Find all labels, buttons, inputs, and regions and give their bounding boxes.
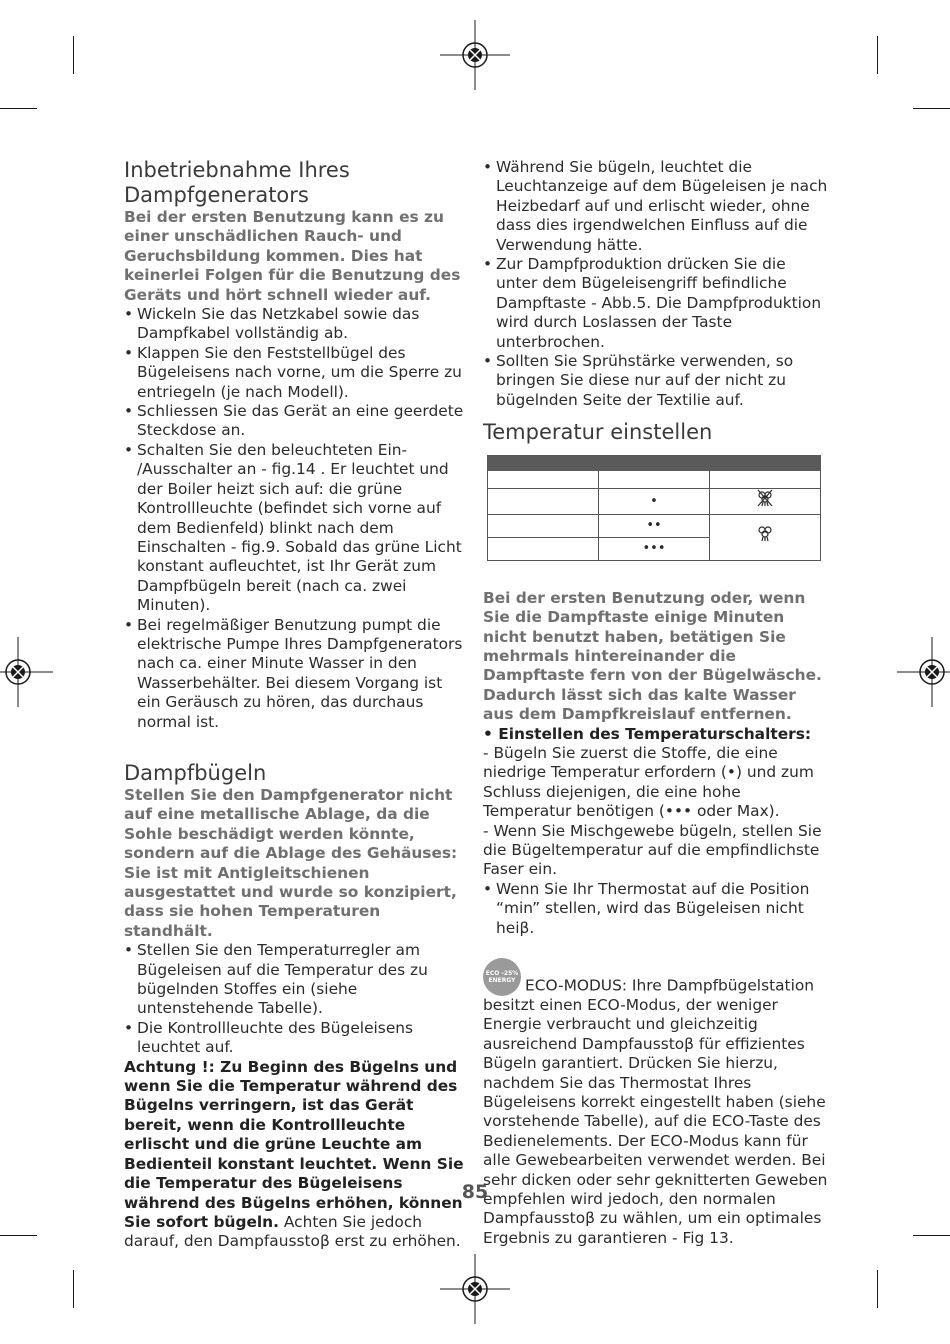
section-title-startup: Inbetriebnahme Ihres Dampfgenerators bbox=[124, 158, 350, 207]
crop-mark bbox=[73, 1270, 74, 1308]
list-item: • Zur Dampfproduktion drücken Sie die unter dem Bügeleisengriff befindliche Dampftaste - Abb.5. Die Dampfproduktion wird durch Loslassen der Taste unterbrochen. bbox=[483, 255, 828, 352]
registration-mark-bottom bbox=[440, 1254, 510, 1324]
crop-mark bbox=[73, 36, 74, 74]
startup-lead: Bei der ersten Benutzung kann es zu einer unschädlichen Rauch- und Geruchsbildung kommen. Dies hat keinerlei Folgen für die Benutzung des Geräts und hört schnell wieder auf. bbox=[124, 208, 461, 304]
steam-ironing-list bbox=[124, 941, 469, 1057]
thermostat-list bbox=[483, 880, 828, 938]
section-title-steam-ironing: Dampfbügeln bbox=[124, 760, 267, 785]
left-column bbox=[124, 158, 469, 1252]
warning-paragraph bbox=[124, 1058, 469, 1252]
no-steam-icon bbox=[710, 489, 821, 514]
steam-icon bbox=[710, 514, 821, 560]
table-row bbox=[488, 489, 821, 514]
registration-mark-left bbox=[0, 637, 53, 707]
warning-bold-text: Achtung !: Zu Beginn des Bügelns und wenn Sie die Temperatur während des Bügelns verringern, ist das Gerät bereit, wenn die Kontrollleuchte erlischt und die grüne Leuchte am Bedienteil konstant leuchtet. Wenn Sie die Temperatur des Bügeleisens während des Bügelns erhöhen, können Sie sofort bügeln. bbox=[124, 1057, 464, 1231]
steam-ironing-lead: Stellen Sie den Dampfgenerator nicht auf eine metallische Ablage, da die Sohle beschädigt werden könnte, sondern auf die Ablage des Gehäuses: Sie ist mit Antigleitschienen ausgestattet und wurde so konzipiert, dass sie hohen Temperaturen standhält. bbox=[124, 785, 458, 940]
temp-settings-heading: • Einstellen des Temperaturschalters: bbox=[483, 724, 812, 743]
registration-mark-top bbox=[440, 20, 510, 90]
list-item: • Schliessen Sie das Gerät an eine geerdete Steckdose an. bbox=[124, 402, 469, 441]
page-number: 85 bbox=[461, 1181, 489, 1203]
ironing-notes-list bbox=[483, 158, 828, 410]
crop-mark bbox=[877, 36, 878, 74]
right-column bbox=[483, 158, 828, 1248]
crop-mark bbox=[913, 1235, 950, 1236]
temperature-table bbox=[487, 455, 821, 560]
startup-list bbox=[124, 305, 469, 732]
section-title-temperature: Temperatur einstellen bbox=[483, 420, 713, 445]
eco-paragraph bbox=[483, 958, 828, 1248]
temp-setting-low: • bbox=[599, 489, 710, 514]
crop-mark bbox=[0, 1235, 37, 1236]
temp-setting-medium: •• bbox=[599, 514, 710, 537]
temp-instruction-1: - Bügeln Sie zuerst die Stoffe, die eine niedrige Temperatur erfordern (•) und zum Schluss diejenigen, die eine hohe Temperatur benötigen (••• oder Max). bbox=[483, 743, 814, 821]
crop-mark bbox=[877, 1270, 878, 1308]
eco-energy-icon: ECO -25% ENERGY bbox=[483, 958, 521, 996]
list-item: • Stellen Sie den Temperaturregler am Bügeleisen auf die Temperatur des zu bügelnden Stoffes ein (siehe untenstehende Tabelle). bbox=[124, 941, 469, 1019]
warning-normal-text: Achten Sie jedoch darauf, den Dampfausstoβ erst zu erhöhen. bbox=[124, 1212, 461, 1251]
crop-mark bbox=[0, 108, 37, 109]
table-header-row bbox=[488, 456, 821, 471]
table-row bbox=[488, 514, 821, 537]
eco-text: ECO-MODUS: Ihre Dampfbügelstation besitzt einen ECO-Modus, der weniger Energie verbraucht und gleichzeitig ausreichend Dampfausstoβ für effizientes Bügeln garantiert. Drücken Sie hierzu, nachdem Sie das Thermostat Ihres Bügeleisens korrekt eingestellt haben (siehe vorstehende Tabelle), auf die ECO-Taste des Bedienelements. Der ECO-Modus kann für alle Gewebearbeiten verwendet werden. Bei sehr dicken oder sehr geknitterten Geweben empfehlen wird jedoch, den normalen Dampfausstoβ zu wählen, um ein optimales Ergebnis zu garantieren - Fig 13. bbox=[483, 976, 828, 1247]
list-item: • Klappen Sie den Feststellbügel des Bügeleisens nach vorne, um die Sperre zu entriegeln (je nach Modell). bbox=[124, 344, 469, 402]
table-row bbox=[488, 471, 821, 489]
list-item: • Wickeln Sie das Netzkabel sowie das Dampfkabel vollständig ab. bbox=[124, 305, 469, 344]
list-item: • Sollten Sie Sprühstärke verwenden, so bringen Sie diese nur auf der nicht zu bügelnden Seite der Textilie auf. bbox=[483, 352, 828, 410]
temp-instruction-2: - Wenn Sie Mischgewebe bügeln, stellen Sie die Bügeltemperatur auf die empfindlichste Faser ein. bbox=[483, 821, 822, 879]
first-use-lead: Bei der ersten Benutzung oder, wenn Sie die Dampftaste einige Minuten nicht benutzt haben, betätigen Sie mehrmals hintereinander die Dampftaste fern von der Bügelwäsche. Dadurch lässt sich das kalte Wasser aus dem Dampfkreislauf entfernen. bbox=[483, 588, 822, 724]
list-item: • Schalten Sie den beleuchteten Ein- /Ausschalter an - fig.14 . Er leuchtet und der Boiler heizt sich auf: die grüne Kontrollleuchte (befindet sich vorne auf dem Bedienfeld) blinkt nach dem Einschalten - fig.9. Sobald das grüne Licht konstant aufleuchtet, ist Ihr Gerät zum Dampfbügeln bereit (nach ca. zwei Minuten). bbox=[124, 441, 469, 616]
temp-setting-high: ••• bbox=[599, 537, 710, 560]
list-item: • Bei regelmäßiger Benutzung pumpt die elektrische Pumpe Ihres Dampfgenerators nach ca. einer Minute Wasser in den Wasserbehälter. Bei diesem Vorgang ist ein Geräusch zu hören, das durchaus normal ist. bbox=[124, 616, 469, 732]
list-item: • Die Kontrollleuchte des Bügeleisens leuchtet auf. bbox=[124, 1019, 469, 1058]
crop-mark bbox=[913, 108, 950, 109]
list-item: • Während Sie bügeln, leuchtet die Leuchtanzeige auf dem Bügeleisen je nach Heizbedarf auf und erlischt wieder, ohne dass dies irgendwelchen Einfluss auf die Verwendung hätte. bbox=[483, 158, 828, 255]
registration-mark-right bbox=[897, 637, 950, 707]
list-item: • Wenn Sie Ihr Thermostat auf die Position “min” stellen, wird das Bügeleisen nicht heiβ. bbox=[483, 880, 828, 938]
